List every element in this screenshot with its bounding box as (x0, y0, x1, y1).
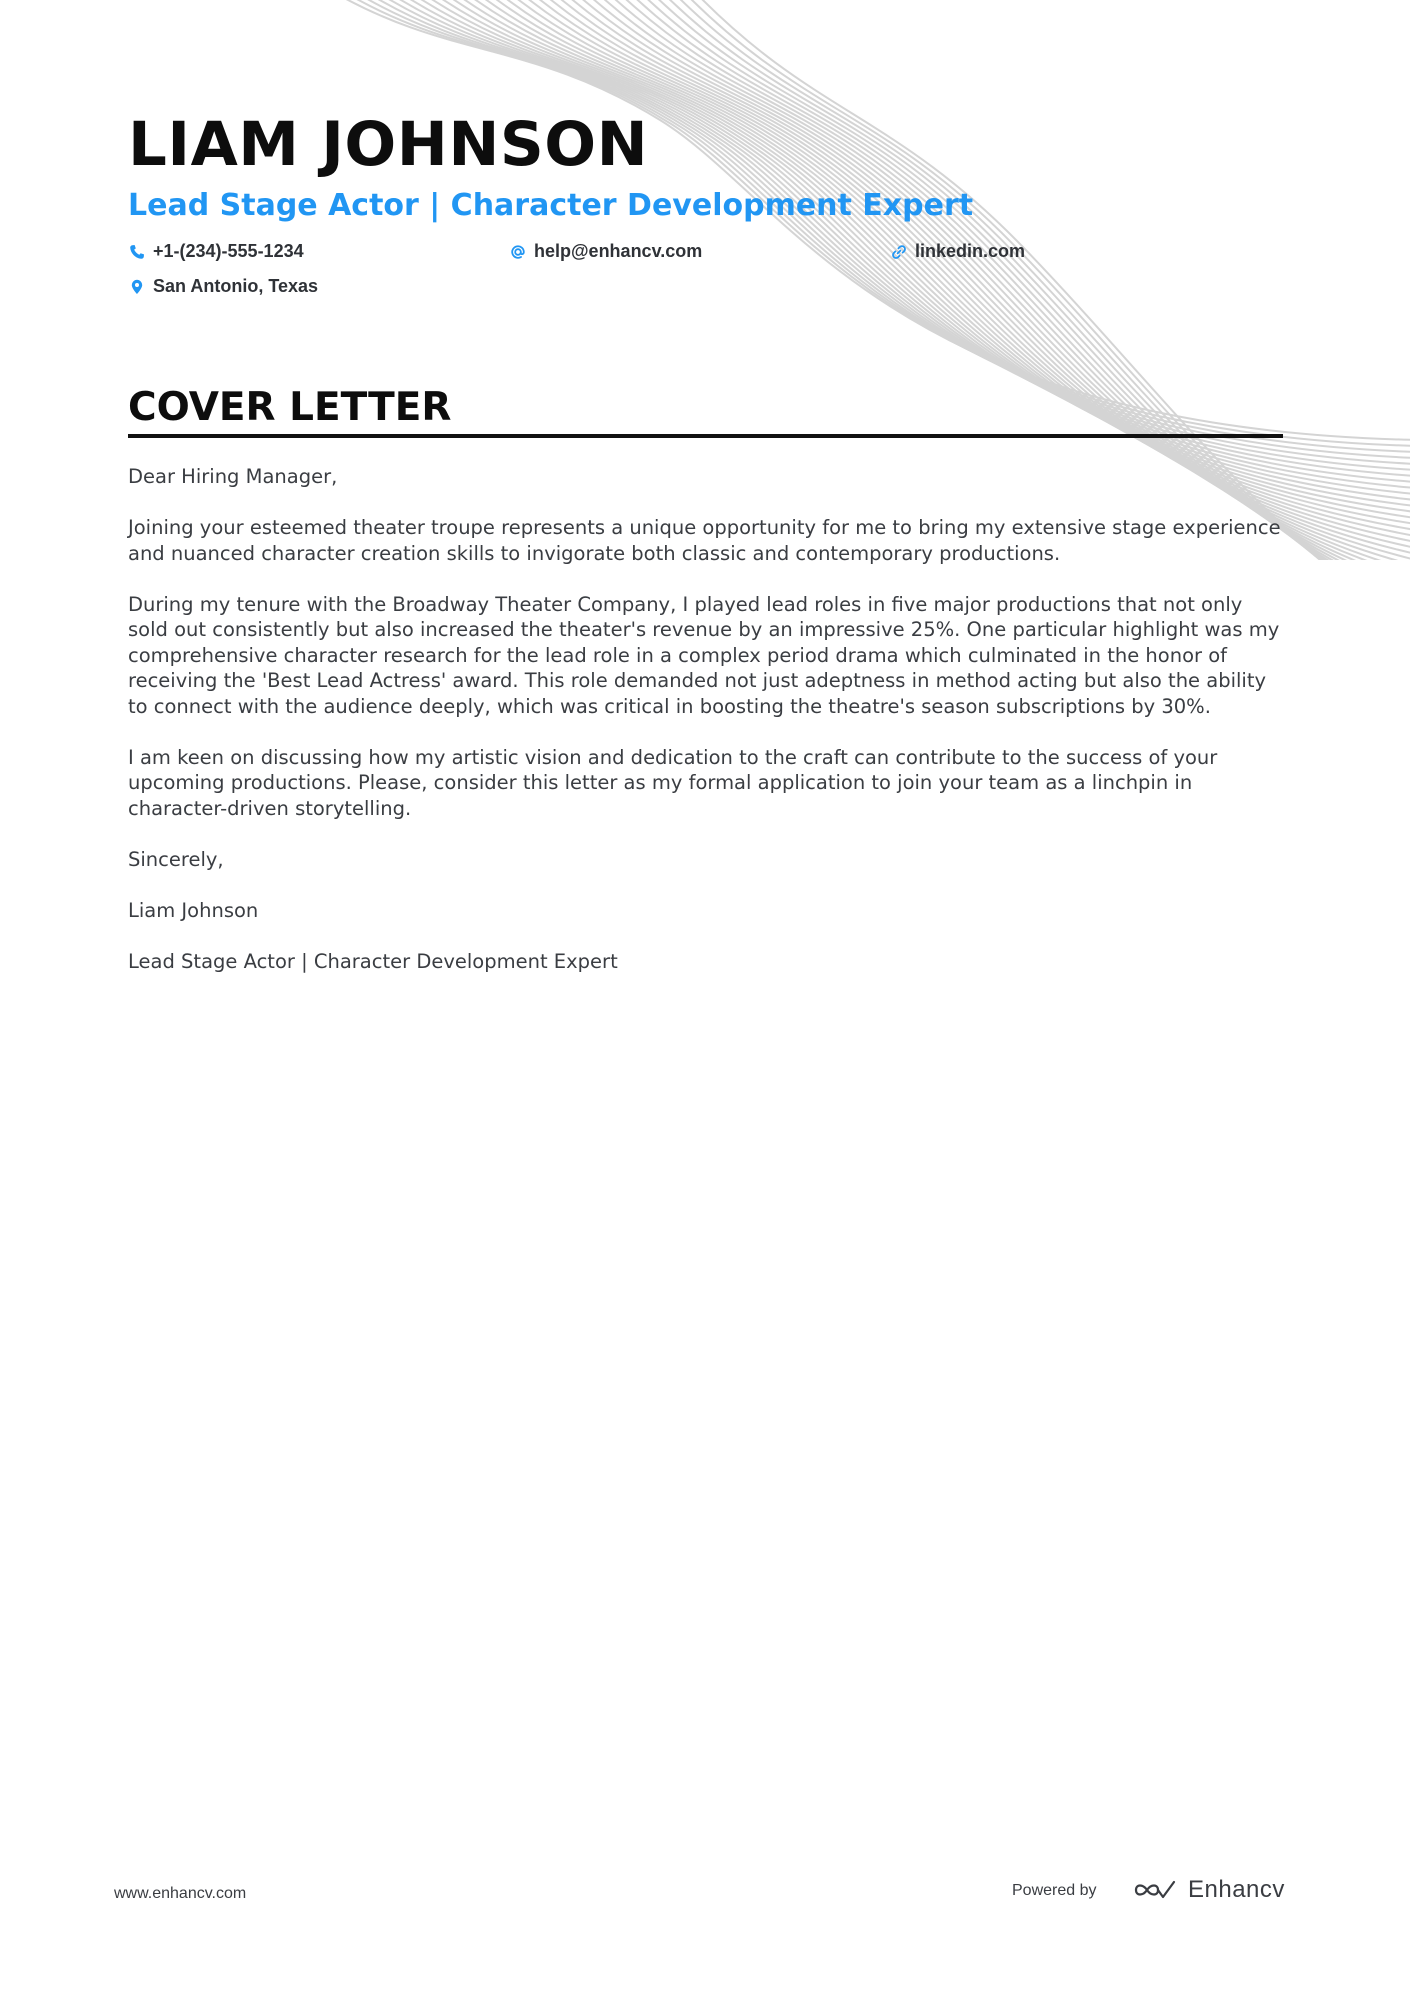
contact-email-text: help@enhancv.com (534, 241, 703, 261)
wave-line (396, 0, 1410, 476)
letter-paragraph: During my tenure with the Broadway Theater Company, I played lead roles in five major productions that not only sold out consistently but also increased the theater's revenue by an impressive 25%. One particular highlight was my comprehensive character research for the lead role in a complex period drama which culminated in the honor of receiving the 'Best Lead Actress' award. This role demanded not just adeptness in method acting but also the ability to connect with the audience deeply, which was critical in boosting the theatre's season subscriptions by 30%. (128, 592, 1280, 718)
letter-paragraph: Joining your esteemed theater troupe represents a unique opportunity for me to bring my extensive stage experience and nuanced character creation skills to invigorate both classic and contemporary productions. (128, 516, 1281, 565)
letter-greeting: Dear Hiring Manager, (128, 465, 338, 488)
contact-phone-text: +1-(234)-555-1234 (153, 241, 304, 261)
wave-line (352, 0, 1410, 452)
link-icon (890, 243, 908, 261)
contact-link[interactable] (890, 241, 1025, 262)
footer-url-link[interactable]: www.enhancv.com (114, 1885, 247, 1902)
wave-line (374, 0, 1410, 464)
applicant-headline: Lead Stage Actor | Character Development Expert (128, 188, 974, 223)
at-icon (509, 243, 527, 261)
footer-powered-by: Powered by (1012, 1882, 1097, 1899)
phone-icon (128, 243, 146, 261)
applicant-name: LIAM JOHNSON (128, 109, 649, 180)
wave-line (506, 0, 1410, 537)
contact-email[interactable] (509, 241, 702, 262)
wave-line (495, 0, 1410, 531)
contact-location-text: San Antonio, Texas (153, 276, 319, 296)
enhancv-logo-text: Enhancv (1188, 1876, 1285, 1903)
letter-body (128, 464, 1283, 1000)
location-pin-icon (128, 278, 146, 296)
wave-line (385, 0, 1410, 470)
letter-paragraph: I am keen on discussing how my artistic vision and dedication to the craft can contribute to the success of your upcoming productions. Please, consider this letter as my formal application to join your team as a linchpin in character-driven storytelling. (128, 745, 1218, 820)
wave-line (484, 0, 1410, 525)
contact-location (128, 276, 318, 297)
letter-signature-name: Liam Johnson (128, 898, 259, 922)
section-title: COVER LETTER (128, 385, 452, 430)
contact-phone[interactable] (128, 241, 304, 262)
letter-signature-title: Lead Stage Actor | Character Development Expert (128, 949, 618, 973)
section-divider (128, 434, 1283, 438)
wave-line (517, 0, 1410, 543)
wave-line (363, 0, 1410, 458)
contact-link-text: linkedin.com (915, 241, 1026, 261)
letter-closing: Sincerely, (128, 847, 224, 871)
enhancv-logo-icon (1132, 1877, 1178, 1903)
enhancv-logo[interactable] (1132, 1876, 1285, 1904)
